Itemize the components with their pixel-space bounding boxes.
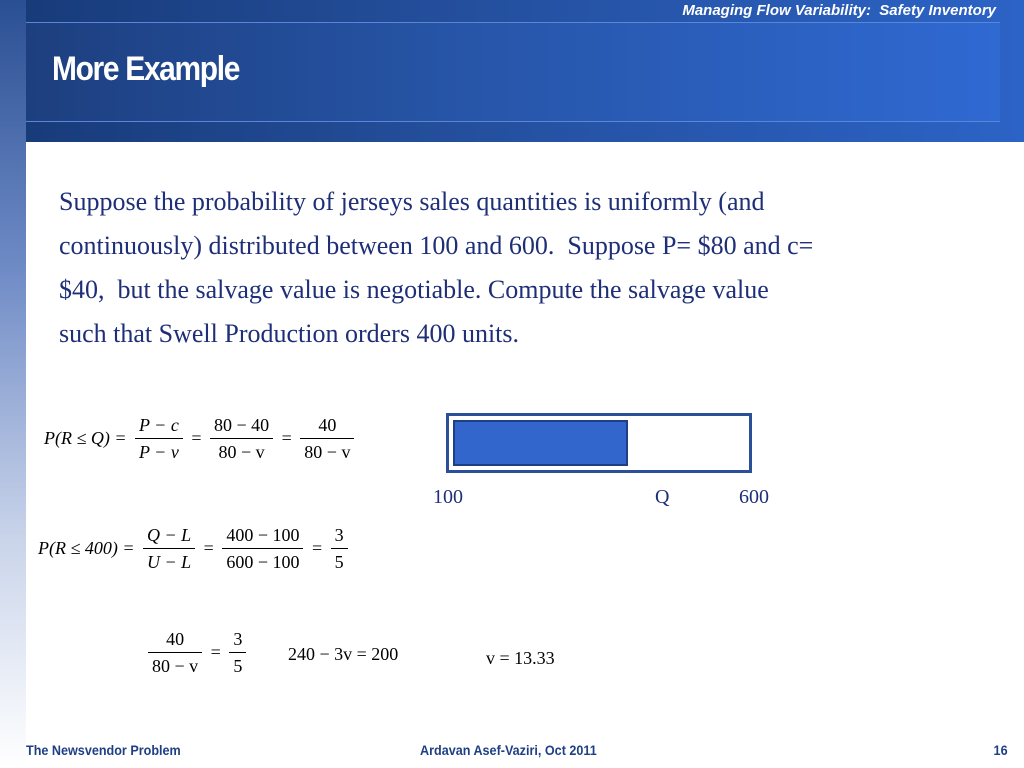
eq2-f2-numerator: 400 − 100 (222, 522, 303, 549)
eq1-f2-numerator: 80 − 40 (210, 412, 273, 439)
equation-solve-setup: $\frac{40}{80 - v}$ = $\frac{3}{5}$ (144, 626, 250, 679)
problem-line: Suppose the probability of jerseys sales quantities is uniformly (and (59, 187, 765, 216)
problem-line: such that Swell Production orders 400 units. (59, 319, 520, 348)
eq3-f2-numerator: 3 (229, 626, 246, 653)
footer-topic: The Newsvendor Problem (26, 742, 181, 758)
eq2-f1-denominator: U − L (147, 552, 192, 572)
eq3-fraction-2 (229, 626, 246, 679)
eq1-fraction-3 (300, 412, 354, 465)
eq2-fraction-1 (143, 522, 195, 575)
problem-line: $40, but the salvage value is negotiable. Compute the salvage value (59, 275, 769, 304)
axis-label-q: Q (655, 486, 670, 508)
eq1-f2-denominator: 80 − v (218, 442, 265, 462)
equation-critical-ratio: P(R ≤ Q) = $\frac{P - c}{P - v}$ = $\frac{80 - 40}{80 - v}$ = $\frac{40}{80 - v}$ (44, 412, 358, 465)
eq3-f2-denominator: 5 (233, 656, 243, 676)
page-number: 16 (993, 742, 1008, 758)
eq2-f2-denominator: 600 − 100 (226, 552, 300, 572)
eq2-f3-numerator: 3 (331, 522, 348, 549)
eq2-fraction-3 (331, 522, 348, 575)
eq1-f1-numerator: P − c (135, 412, 183, 439)
course-label: Managing Flow Variability: Safety Inventory (682, 2, 996, 19)
distribution-bar (446, 413, 752, 473)
eq2-f1-numerator: Q − L (143, 522, 195, 549)
eq1-f3-numerator: 40 (300, 412, 354, 439)
eq1-f3-denominator: 80 − v (304, 442, 351, 462)
eq2-lhs: P(R ≤ 400) = (38, 538, 135, 558)
eq3-f1-denominator: 80 − v (152, 656, 199, 676)
problem-line: continuously) distributed between 100 and 600. Suppose P= $80 and c= (59, 231, 814, 260)
slide-title: More Example (52, 50, 240, 88)
eq2-f3-denominator: 5 (334, 552, 344, 572)
axis-label-high: 600 (739, 486, 769, 508)
equation-linear-step: 240 − 3v = 200 (288, 644, 399, 664)
eq1-lhs: P(R ≤ Q) = (44, 428, 127, 448)
eq3-f1-numerator: 40 (148, 626, 202, 653)
axis-label-low: 100 (433, 486, 463, 508)
eq1-fraction-2 (210, 412, 273, 465)
problem-text (59, 180, 979, 356)
left-gradient-strip (0, 0, 26, 768)
distribution-bar-fill (453, 420, 628, 466)
eq1-fraction-1 (135, 412, 183, 465)
eq3-fraction-1 (148, 626, 202, 679)
equation-result: v = 13.33 (486, 648, 555, 668)
eq2-fraction-2 (222, 522, 303, 575)
equation-uniform-probability: P(R ≤ 400) = $\frac{Q - L}{U - L}$ = $\frac{400 - 100}{600 - 100}$ = $\frac{3}{5}$ (38, 522, 352, 575)
eq1-f1-denominator: P − v (139, 442, 179, 462)
footer-author: Ardavan Asef-Vaziri, Oct 2011 (420, 742, 597, 758)
